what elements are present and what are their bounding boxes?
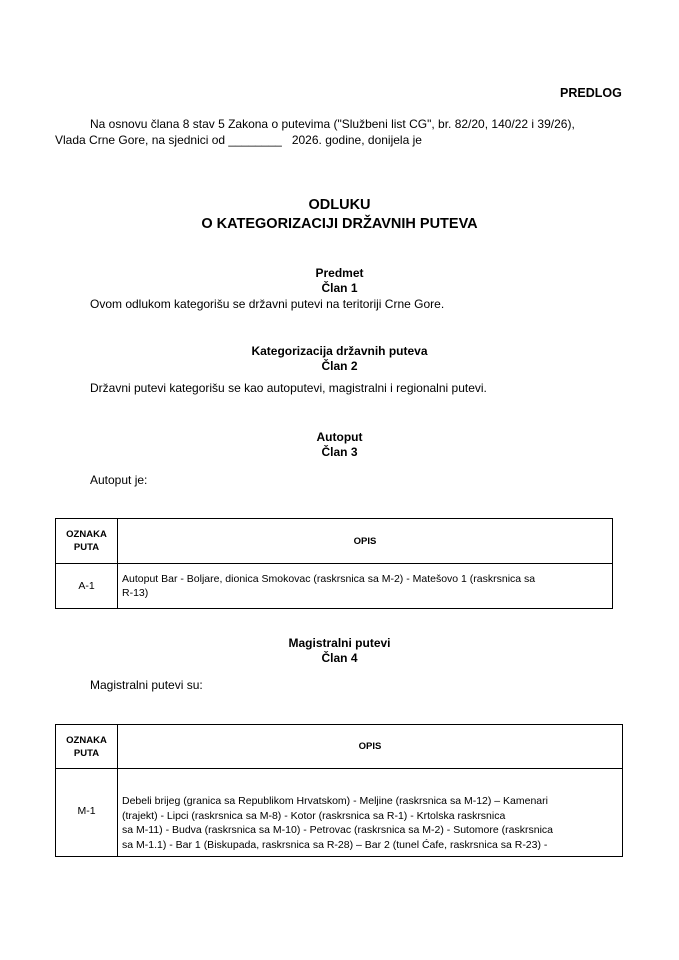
road-description-line: (trajekt) - Lipci (raskrsnica sa M-8) - Kotor (raskrsnica sa R-1) - Krtolska raskrsnica [122, 809, 506, 822]
intro-line-1: Na osnovu člana 8 stav 5 Zakona o putevima ("Službeni list CG", br. 82/20, 140/22 i 39/26), [90, 117, 575, 131]
autoput-table [55, 518, 613, 609]
proposal-label: PREDLOG [560, 86, 622, 100]
article-2-text: Državni putevi kategorišu se kao autoputevi, magistralni i regionalni putevi. [90, 381, 487, 395]
road-description [118, 564, 613, 609]
header-code-line-2: PUTA [73, 747, 100, 759]
table-row [56, 564, 613, 609]
table-header-row [56, 725, 623, 769]
document-title-line-2: O KATEGORIZACIJI DRŽAVNIH PUTEVA [201, 216, 478, 232]
article-4-heading: Magistralni putevi [288, 636, 391, 650]
header-code-line-1: OZNAKA [66, 529, 107, 540]
intro-line-2: Vlada Crne Gore, na sjednici od ________ 2026. godine, donijela je [55, 133, 422, 147]
article-4-text: Magistralni putevi su: [90, 678, 203, 692]
article-3-heading: Autoput [316, 430, 363, 444]
table-row [56, 769, 623, 857]
article-3-label: Član 3 [321, 445, 358, 459]
table-header-row [56, 519, 613, 564]
road-description-line: sa M-11) - Budva (raskrsnica sa M-10) - Petrovac (raskrsnica sa M-2) - Sutomore (raskrsnica [122, 824, 553, 836]
article-1-label: Član 1 [321, 281, 358, 295]
road-description-line: sa M-1.1) - Bar 1 (Biskupada, raskrsnica sa R-28) – Bar 2 (tunel Ćafe, raskrsnica sa R-23) - [122, 838, 548, 851]
road-description-line: R-13) [122, 587, 149, 599]
road-description-line: Autoput Bar - Boljare, dionica Smokovac (raskrsnica sa M-2) - Matešovo 1 (raskrsnica sa [122, 572, 536, 585]
article-2-heading: Kategorizacija državnih puteva [251, 344, 428, 358]
article-4-label: Član 4 [321, 651, 358, 665]
road-code: A-1 [56, 564, 118, 609]
header-description-cell: OPIS [118, 725, 623, 769]
article-1-text: Ovom odlukom kategorišu se državni putevi na teritoriji Crne Gore. [90, 297, 445, 311]
header-code-cell [56, 519, 118, 564]
article-3-text: Autoput je: [90, 473, 148, 487]
magistral-table [55, 724, 623, 857]
header-code-cell [56, 725, 118, 769]
article-1-heading: Predmet [315, 266, 364, 280]
header-code-line-1: OZNAKA [66, 734, 107, 746]
road-description-line: Debeli brijeg (granica sa Republikom Hrvatskom) - Meljine (raskrsnica sa M-12) – Kamenari [122, 795, 548, 807]
road-code: M-1 [56, 769, 118, 857]
document-title-line-1: ODLUKU [308, 197, 371, 213]
road-description [118, 769, 623, 857]
header-description-cell: OPIS [118, 519, 613, 564]
article-2-label: Član 2 [321, 359, 358, 373]
header-code-line-2: PUTA [73, 542, 100, 553]
